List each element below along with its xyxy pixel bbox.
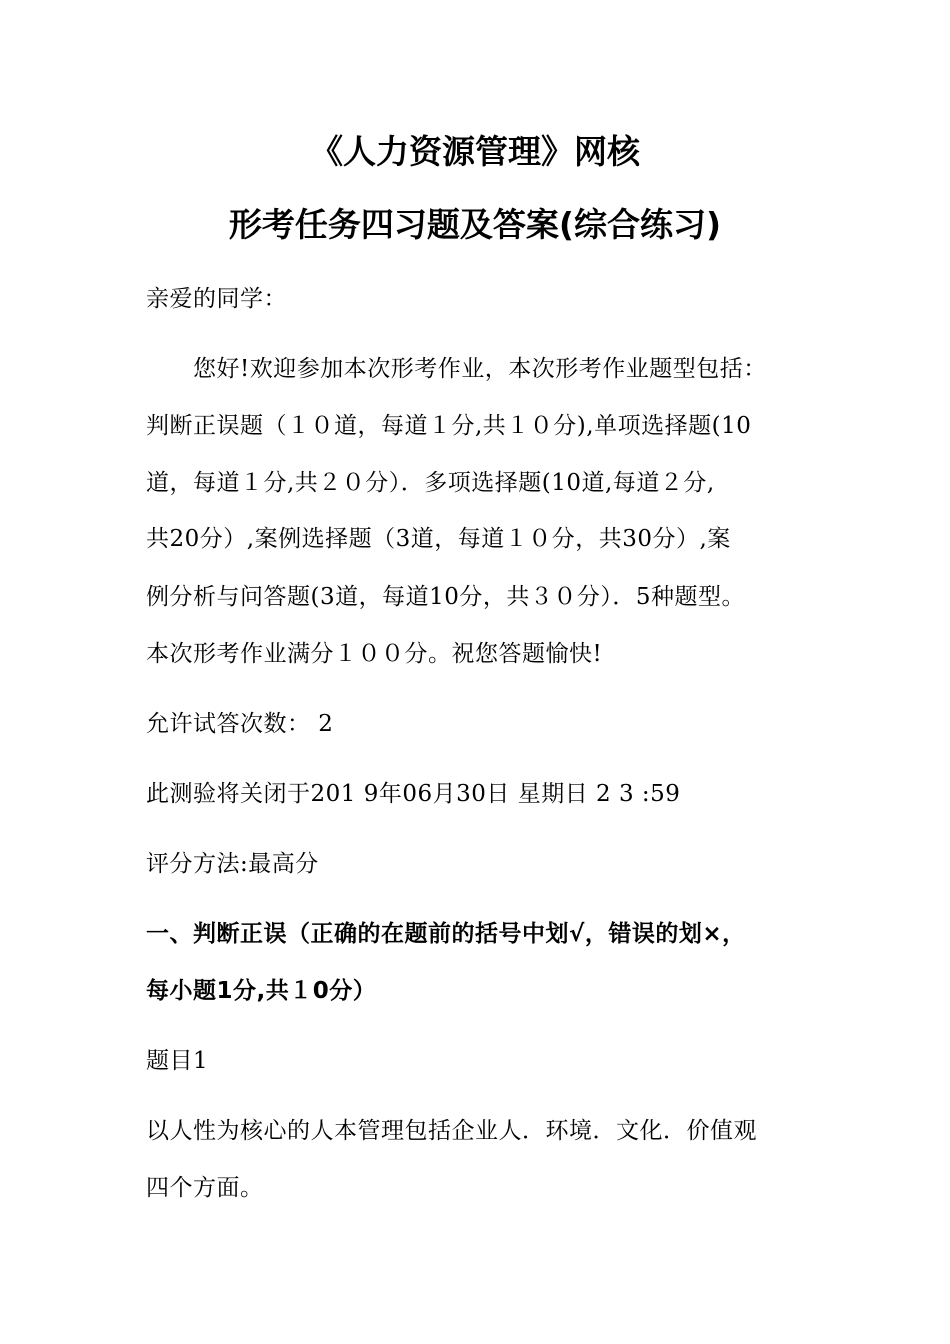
intro-line: 共20分）,案例选择题（3道，每道１０分，共30分）,案 [146,526,731,552]
document-title-line-2: 形考任务四习题及答案(综合练习) [228,205,722,244]
intro-line: 例分析与问答题(3道，每道10分，共３０分）．5种题型。 [146,584,746,610]
close-time: 此测验将关闭于201 9年06月30日 星期日 2 3 :59 [146,781,681,807]
document-title-line-1: 《人力资源管理》网核 [310,132,640,171]
question-label: 题目1 [146,1048,209,1074]
grading-method: 评分方法:最高分 [146,851,319,877]
intro-line: 本次形考作业满分１００分。祝您答题愉快! [146,641,603,667]
section-heading: 一、判断正误（正确的在题前的括号中划√，错误的划×， [146,921,746,947]
greeting: 亲爱的同学： [146,286,287,312]
intro-line: 道，每道１分,共２０分）．多项选择题(10道,每道２分, [146,470,715,496]
question-text: 四个方面。 [146,1175,264,1201]
question-text: 以人性为核心的人本管理包括企业人．环境．文化．价值观 [146,1118,757,1144]
attempts-allowed: 允许试答次数： 2 [146,711,334,737]
intro-line: 您好!欢迎参加本次形考作业，本次形考作业题型包括： [146,356,767,382]
section-heading: 每小题1分,共１0分） [146,978,377,1004]
intro-line: 判断正误题（１０道，每道１分,共１０分),单项选择题(10 [146,413,752,439]
